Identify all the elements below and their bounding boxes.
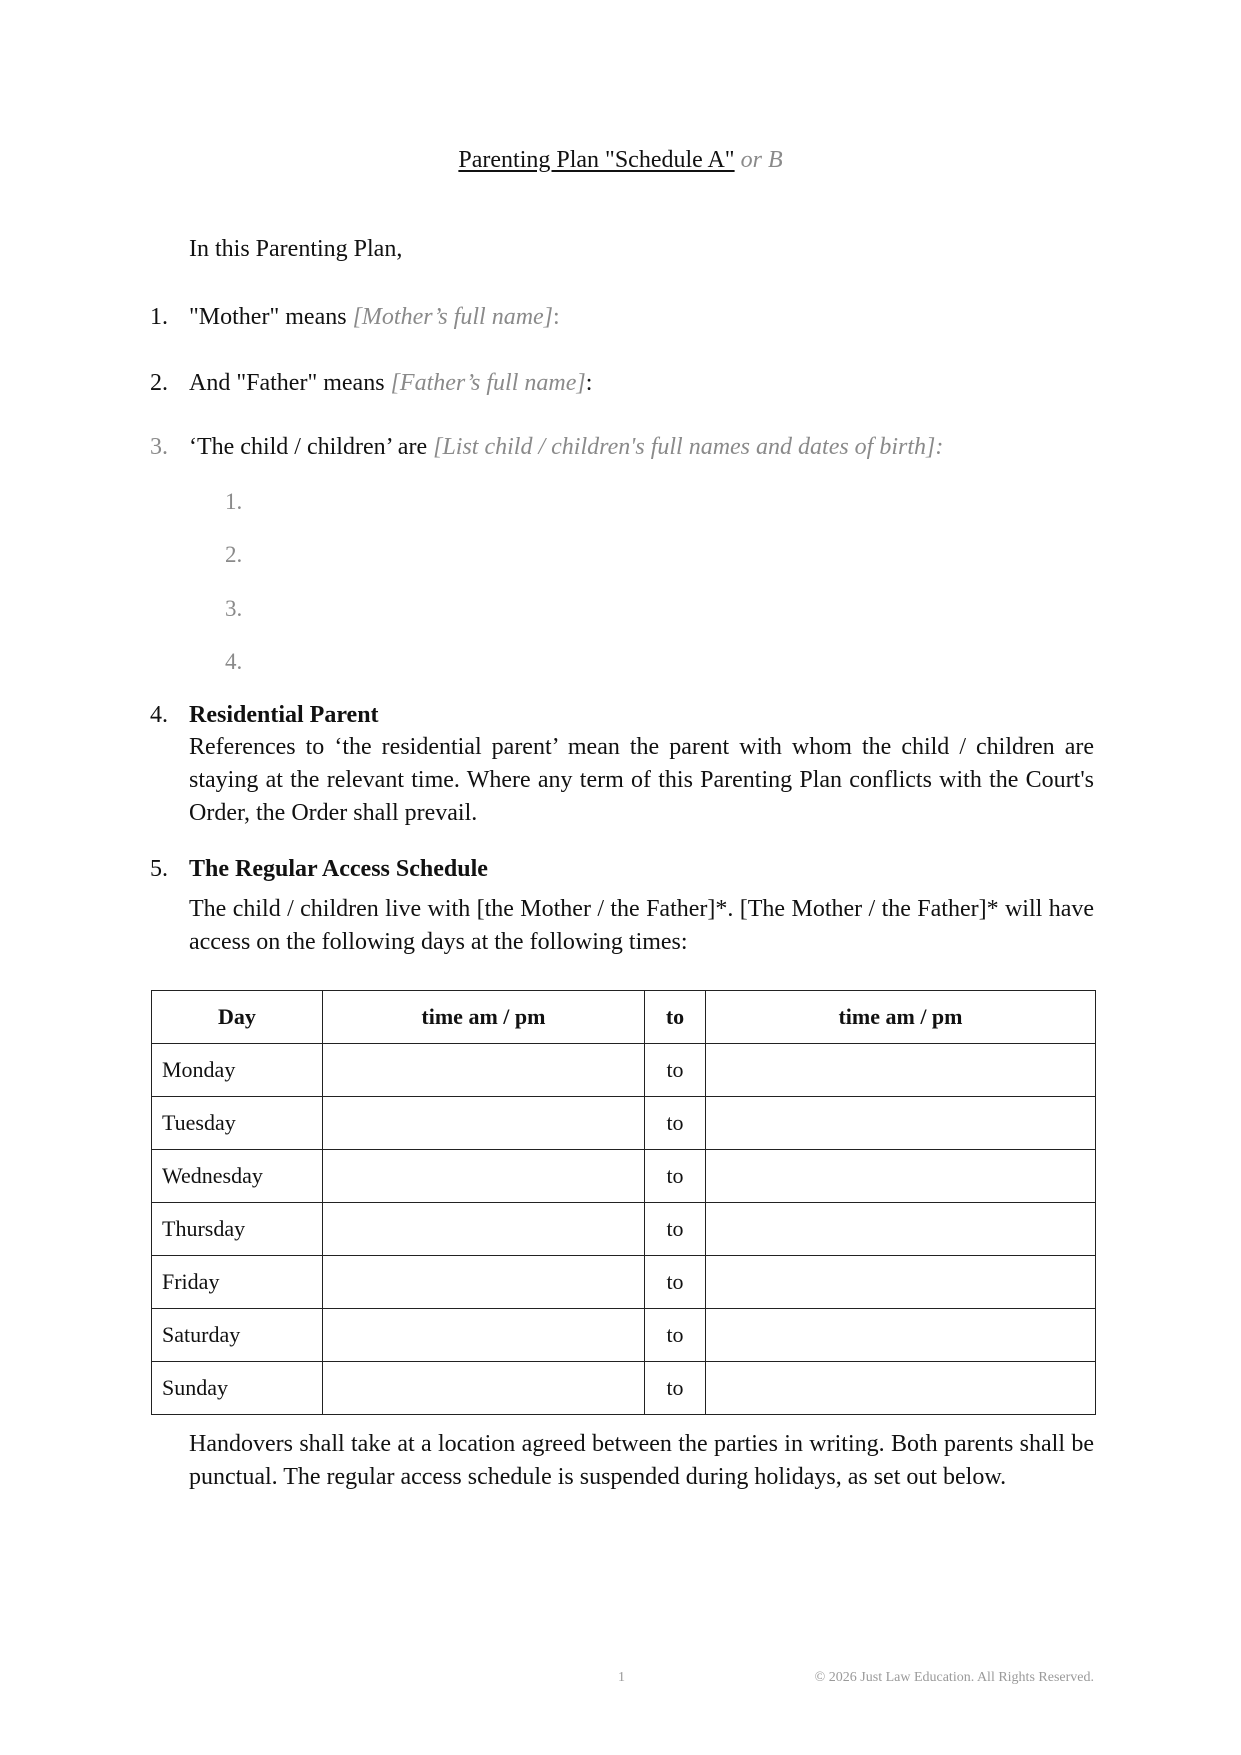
to-cell: to xyxy=(645,1256,706,1309)
closing-paragraph: Handovers shall take at a location agreed between the parties in writing. Both parents shall be punctual. The regular access schedule is suspended during holidays, as set out below. xyxy=(189,1431,1094,1490)
item-number: 2. xyxy=(150,370,168,396)
day-cell: Saturday xyxy=(152,1309,323,1362)
item-children xyxy=(189,430,943,464)
time-until-cell[interactable] xyxy=(705,1362,1095,1415)
time-until-cell[interactable] xyxy=(705,1150,1095,1203)
title-main: Parenting Plan "Schedule A" xyxy=(458,147,735,173)
table-header-row xyxy=(152,991,1096,1044)
section-body-access-schedule: The child / children live with [the Mother / the Father]*. [The Mother / the Father]* will have access on the following days at the following times: xyxy=(189,896,1094,955)
column-header-day: Day xyxy=(152,991,323,1044)
table-row xyxy=(152,1097,1096,1150)
item-text: ‘The child / children’ are xyxy=(189,434,434,460)
day-cell: Thursday xyxy=(152,1203,323,1256)
time-from-cell[interactable] xyxy=(322,1097,644,1150)
column-header-to: to xyxy=(645,991,706,1044)
time-from-cell[interactable] xyxy=(322,1362,644,1415)
item-tail: : xyxy=(553,304,560,330)
day-cell: Wednesday xyxy=(152,1150,323,1203)
child-list-item: 1. xyxy=(225,489,243,514)
document-title xyxy=(0,147,1241,174)
intro-text: In this Parenting Plan, xyxy=(189,236,403,262)
to-cell: to xyxy=(645,1044,706,1097)
day-cell: Tuesday xyxy=(152,1097,323,1150)
access-schedule-table xyxy=(151,990,1096,1415)
time-until-cell[interactable] xyxy=(705,1309,1095,1362)
time-from-cell[interactable] xyxy=(322,1150,644,1203)
time-from-cell[interactable] xyxy=(322,1203,644,1256)
to-cell: to xyxy=(645,1150,706,1203)
day-cell: Monday xyxy=(152,1044,323,1097)
placeholder-mother-name: [Mother’s full name] xyxy=(352,304,554,330)
time-from-cell[interactable] xyxy=(322,1256,644,1309)
time-until-cell[interactable] xyxy=(705,1044,1095,1097)
title-suffix: or B xyxy=(740,147,783,173)
item-tail: : xyxy=(585,370,593,396)
table-row xyxy=(152,1309,1096,1362)
time-from-cell[interactable] xyxy=(322,1309,644,1362)
time-until-cell[interactable] xyxy=(705,1097,1095,1150)
copyright-notice: © 2026 Just Law Education. All Rights Reserved. xyxy=(814,1670,1094,1685)
table-row xyxy=(152,1256,1096,1309)
table-row xyxy=(152,1203,1096,1256)
child-list-item: 2. xyxy=(225,542,243,567)
to-cell: to xyxy=(645,1097,706,1150)
item-number: 3. xyxy=(150,434,168,460)
column-header-time-from: time am / pm xyxy=(322,991,644,1044)
table-row xyxy=(152,1150,1096,1203)
to-cell: to xyxy=(645,1362,706,1415)
section-number: 5. xyxy=(150,856,168,882)
time-until-cell[interactable] xyxy=(705,1203,1095,1256)
table-row xyxy=(152,1362,1096,1415)
table-row xyxy=(152,1044,1096,1097)
page-number: 1 xyxy=(618,1670,625,1685)
time-until-cell[interactable] xyxy=(705,1256,1095,1309)
child-list-item: 3. xyxy=(225,596,243,621)
child-list-item: 4. xyxy=(225,649,243,674)
placeholder-father-name: [Father’s full name] xyxy=(390,370,586,396)
item-number: 1. xyxy=(150,304,168,330)
day-cell: Sunday xyxy=(152,1362,323,1415)
item-father xyxy=(189,366,592,400)
day-cell: Friday xyxy=(152,1256,323,1309)
section-body-residential-parent: References to ‘the residential parent’ mean the parent with whom the child / children are staying at the relevant time. Where any term of this Parenting Plan conflicts with the Court's Order, the Order shall prevail. xyxy=(189,734,1094,826)
time-from-cell[interactable] xyxy=(322,1044,644,1097)
item-text: And "Father" means xyxy=(189,370,391,396)
item-text: "Mother" means xyxy=(189,304,353,330)
placeholder-children-names: [List child / children's full names and dates of birth]: xyxy=(433,434,944,460)
column-header-time-until: time am / pm xyxy=(705,991,1095,1044)
to-cell: to xyxy=(645,1309,706,1362)
item-mother xyxy=(189,300,560,334)
to-cell: to xyxy=(645,1203,706,1256)
section-heading-access-schedule: The Regular Access Schedule xyxy=(189,856,488,882)
section-number: 4. xyxy=(150,702,168,728)
section-heading-residential-parent: Residential Parent xyxy=(189,702,379,728)
